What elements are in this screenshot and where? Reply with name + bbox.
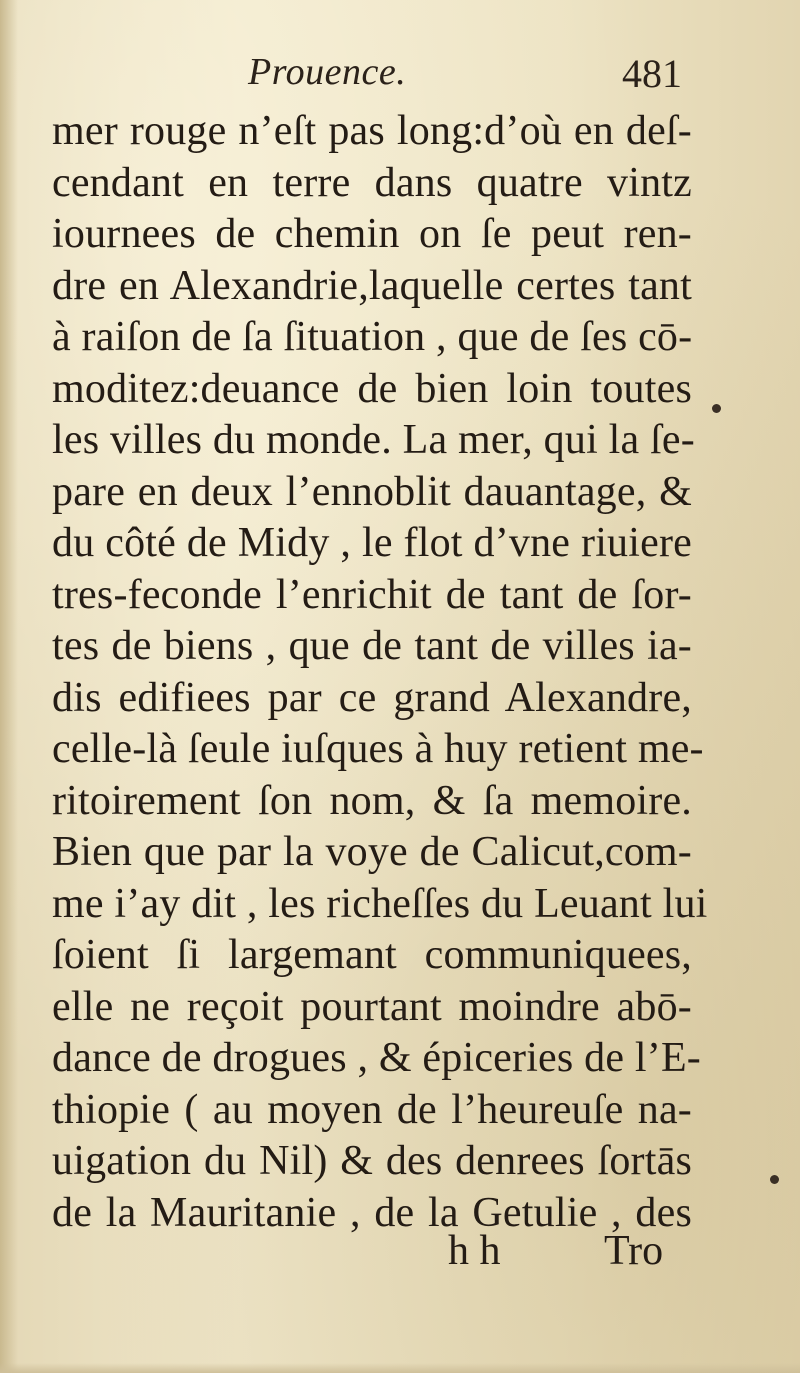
signature-mark: h h (448, 1228, 501, 1274)
text-line: dance de drogues , & épiceries de l’E- (52, 1035, 701, 1081)
text-line: du côté de Midy , le flot d’vne riuiere (52, 520, 692, 566)
text-line: tes de biens , que de tant de villes ia- (52, 623, 692, 669)
page-header (0, 48, 800, 108)
text-line: iournees de chemin on ſe peut ren- (52, 211, 692, 257)
ink-speck (770, 1175, 779, 1184)
catchword: Tro (604, 1228, 664, 1274)
text-line: mer rouge n’eſt pas long:d’où en deſ- (52, 108, 692, 154)
ink-speck (712, 404, 721, 413)
body-text (52, 106, 708, 1239)
text-line: dis edifiees par ce grand Alexandre, (52, 674, 692, 721)
text-line: les villes du monde. La mer, qui la ſe- (52, 417, 695, 463)
text-line: celle-là ſeule iuſques à huy retient me- (52, 726, 704, 772)
page-gutter-shadow (0, 0, 18, 1373)
text-line: thiopie ( au moyen de l’heureuſe na- (52, 1086, 692, 1133)
text-line: me i’ay dit , les richeſſes du Leuant lui (52, 880, 708, 927)
text-line: de la Mauritanie , de la Getulie , des (52, 1189, 692, 1236)
text-line: Bien que par la voye de Calicut,com- (52, 829, 692, 875)
text-line: moditez:deuance de bien loin toutes (52, 365, 692, 412)
text-line: uigation du Nil) & des denrees ſortās (52, 1138, 692, 1184)
text-line: elle ne reçoit pourtant moindre abō- (52, 983, 692, 1030)
page-number: 481 (622, 51, 682, 96)
text-line: cendant en terre dans quatre vintz (52, 159, 692, 206)
text-line: ritoirement ſon nom, & ſa memoire. (52, 777, 692, 824)
text-line: à raiſon de ſa ſituation , que de ſes cō- (52, 314, 693, 360)
page-bottom-edge (0, 1363, 800, 1373)
text-line: tres-feconde l’enrichit de tant de ſor- (52, 571, 692, 618)
text-line: pare en deux l’ennoblit dauantage, & (52, 468, 692, 515)
text-line: ſoient ſi largemant communiquees, (52, 932, 692, 978)
text-line: dre en Alexandrie,laquelle certes tant (52, 262, 692, 309)
running-title: Prouence. (248, 51, 407, 93)
